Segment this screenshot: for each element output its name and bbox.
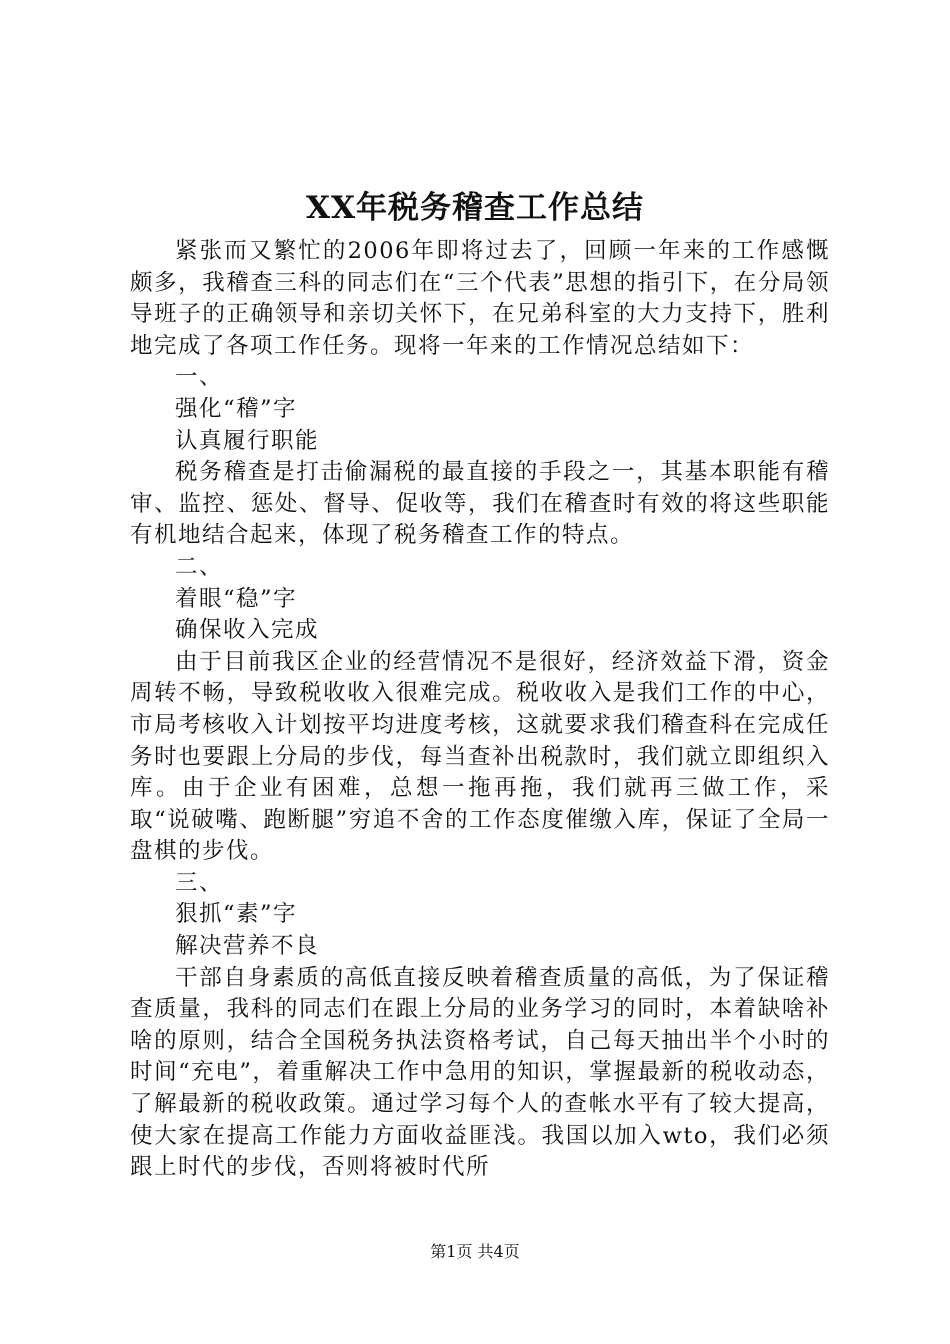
section-1-subheading: 认真履行职能	[175, 427, 320, 454]
section-2-paragraph: 由于目前我区企业的经营情况不是很好，经济效益下滑，资金周转不畅，导致税收收入很难完成。税收收入是我们工作的中心，市局考核收入计划按平均进度考核，这就要求我们稽查科在完成任务时也要跟上分局的步伐，每当查补出税款时，我们就立即组织入库。由于企业有困难，总想一拖再拖，我们就再三做工作，采取“说破嘴、跑断腿”穷追不舍的工作态度催缴入库，保证了全局一盘棋的步伐。	[130, 648, 830, 865]
section-3-heading: 狠抓“素”字	[175, 901, 298, 928]
intro-paragraph: 紧张而又繁忙的2006年即将过去了，回顾一年来的工作感慨颇多，我稽查三科的同志们在“三个代表”思想的指引下，在分局领导班子的正确领导和亲切关怀下，在兄弟科室的大力支持下，胜利地完成了各项工作任务。现将一年来的工作情况总结如下：	[130, 238, 830, 359]
section-3-number: 三、	[175, 869, 224, 896]
section-2-subheading: 确保收入完成	[175, 617, 320, 644]
document-body	[130, 236, 830, 1184]
page-footer: 第1页 共4页	[430, 1242, 520, 1261]
document-title: XX年税务稽查工作总结	[305, 190, 645, 226]
section-3-paragraph: 干部自身素质的高低直接反映着稽查质量的高低，为了保证稽查质量，我科的同志们在跟上分局的业务学习的同时，本着缺啥补啥的原则，结合全国税务执法资格考试，自己每天抽出半个小时的时间“充电”，着重解决工作中急用的知识，掌握最新的税收动态，了解最新的税收政策。通过学习每个人的查帐水平有了较大提高，使大家在提高工作能力方面收益匪浅。我国以加入wto，我们必须跟上时代的步伐，否则将被时代所	[130, 964, 830, 1181]
section-3-subheading: 解决营养不良	[175, 933, 320, 960]
section-1-paragraph: 税务稽查是打击偷漏税的最直接的手段之一，其基本职能有稽审、监控、惩处、督导、促收等，我们在稽查时有效的将这些职能有机地结合起来，体现了税务稽查工作的特点。	[130, 459, 830, 549]
section-1-heading: 强化“稽”字	[175, 395, 298, 422]
section-2-number: 二、	[175, 553, 224, 580]
section-2-heading: 着眼“稳”字	[175, 585, 298, 612]
section-1-number: 一、	[175, 364, 224, 391]
